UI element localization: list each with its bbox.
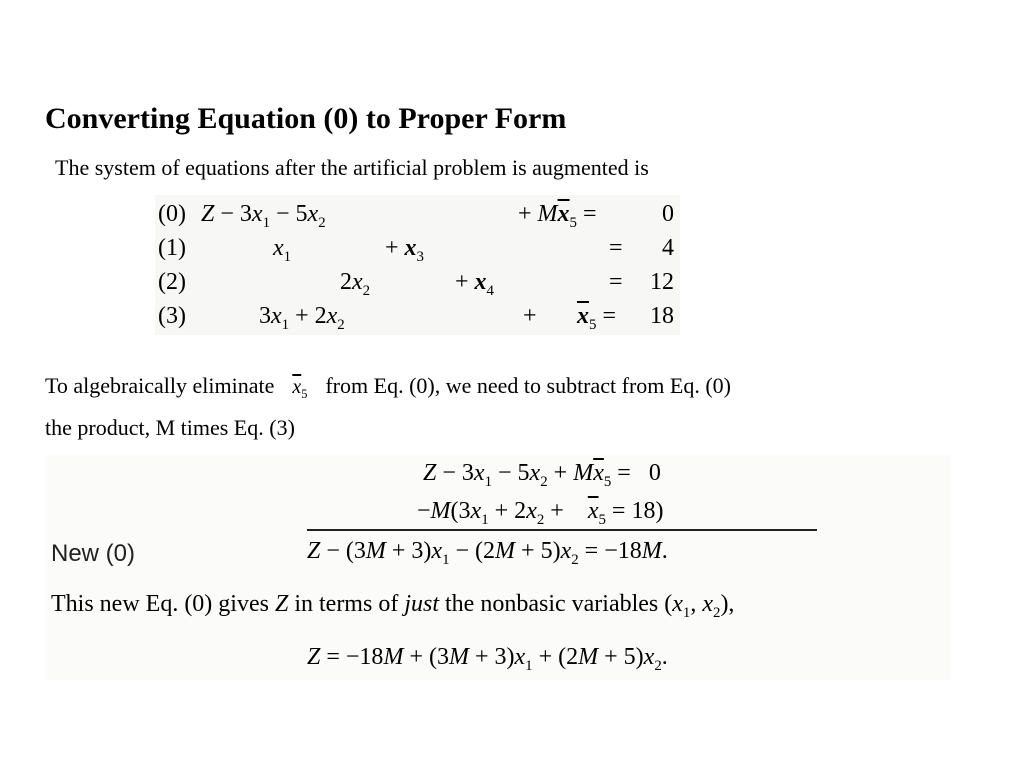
equation-label-2: (2): [158, 269, 186, 295]
equation-row-3-rhs: 18: [650, 303, 674, 329]
equation-label-0: (0): [158, 201, 186, 227]
paragraph-before: To algebraically eliminate: [45, 373, 275, 398]
equation-label-1: (1): [158, 235, 186, 261]
equation-row-1-eq: =: [609, 235, 623, 261]
subtraction-rule: [307, 529, 817, 531]
derivation-line-1: $Z - 3x_1 - 5x_2 + M\overline{x}_5 = 0$: [423, 460, 661, 490]
paragraph-after: from Eq. (0), we need to subtract from Eq. (0): [325, 373, 732, 398]
equation-row-2-eq: =: [609, 269, 623, 295]
artificial-variable-symbol: $\overline{x}_5$: [292, 376, 308, 401]
equation-row-3-plus: +: [523, 303, 537, 329]
derivation-line-2: $-M(3x_1 + 2x_2$ + $\overline{x}_5 = 18$): [417, 498, 664, 528]
equation-row-1-rhs: 4: [662, 235, 674, 261]
derivation-block: [45, 455, 950, 680]
derivation-final: $Z = -18M + (3M + 3)x_1 + (2M + 5)x_2$.: [307, 644, 668, 674]
equation-system: [155, 195, 680, 335]
derivation-result: $Z - (3M + 3)x_1 - (2M + 5)x_2 = -18M$.: [307, 538, 668, 568]
equation-label-3: (3): [158, 303, 186, 329]
new-equation-label: New (0): [51, 540, 136, 567]
intro-text: The system of equations after the artificial problem is augmented is: [55, 155, 649, 180]
system-row-0-text: [0, 0, 1, 1]
paragraph-line2: the product, M times Eq. (3): [45, 415, 295, 440]
math-text-mirror: [0, 0, 1, 1]
equation-row-2-rhs: 12: [650, 269, 674, 295]
equation-row-0-artificial: + $M\overline{x}_5$ =: [518, 201, 597, 231]
equation-row-1-lhs: $x_1$: [273, 235, 292, 265]
equation-row-1-slack: + $x_3$: [385, 235, 424, 265]
equation-row-0-rhs: 0: [662, 201, 674, 227]
elimination-paragraph: [45, 369, 731, 445]
equation-row-3-artificial: $\overline{x}_5$ =: [577, 303, 616, 333]
equation-row-0-lhs: $Z - 3x_1 - 5x_2$: [201, 201, 326, 231]
slide-title: Converting Equation (0) to Proper Form: [45, 102, 567, 135]
equation-row-3-lhs: $3x_1 + 2x_2$: [259, 303, 345, 333]
equation-row-2-slack: + $x_4$: [455, 269, 494, 299]
equation-row-2-lhs: $2x_2$: [340, 269, 371, 299]
derivation-explanation: This new Eq. (0) gives Z in terms of just the nonbasic variables ($x_1$, $x_2$),: [51, 591, 735, 621]
